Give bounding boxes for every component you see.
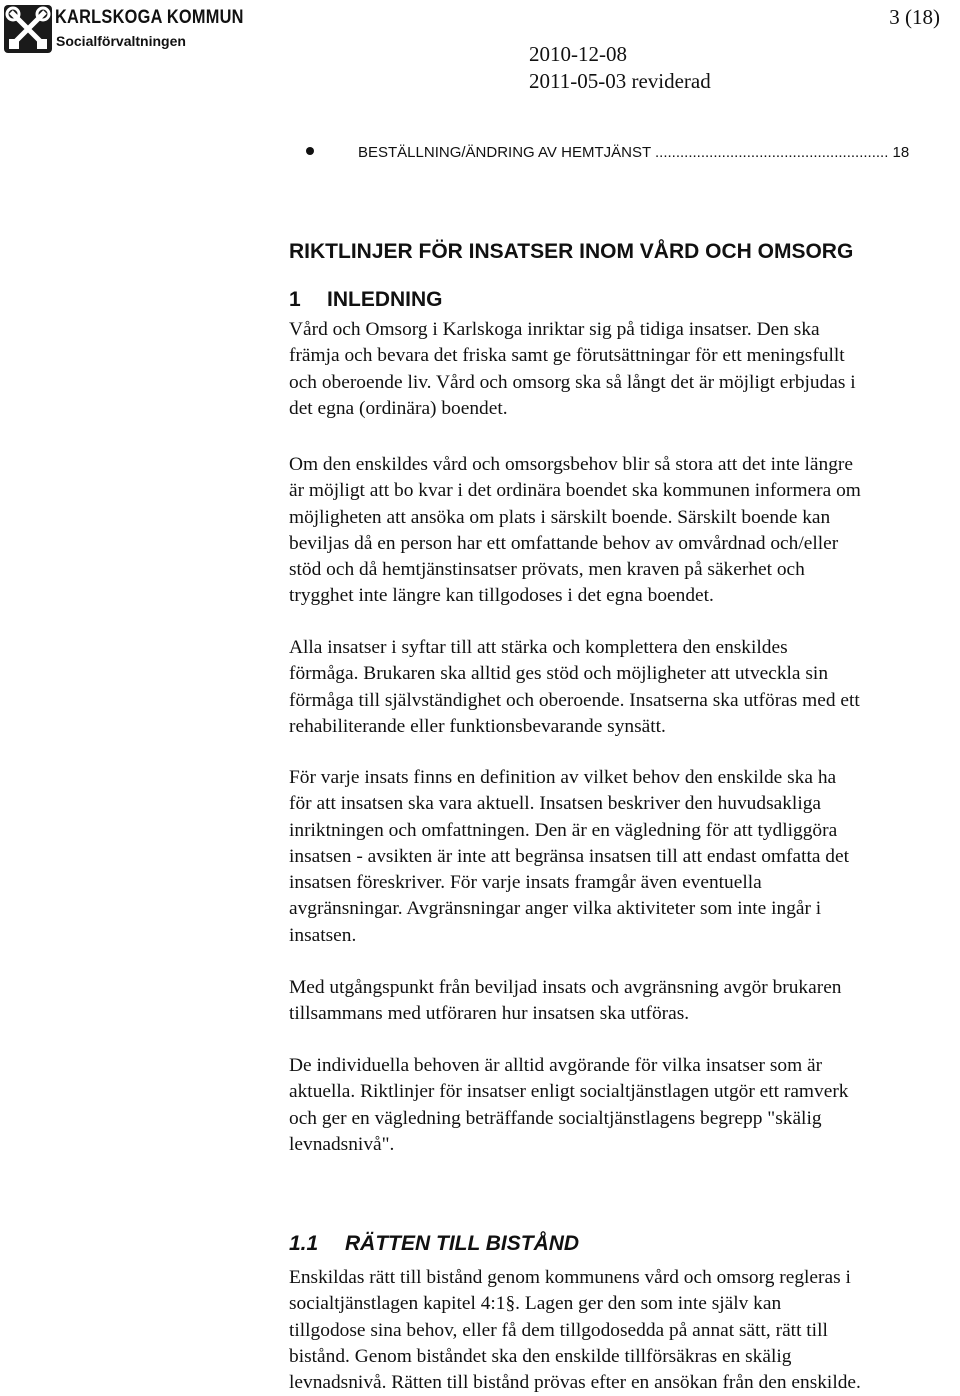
text-line: socialtjänstlagen kapitel 4:1§. Lagen ger den som inte själv kan <box>289 1293 782 1315</box>
section-heading-ratten-till-bistand <box>289 1232 579 1256</box>
text-line: rehabiliterande eller funktionsbevarande synsätt. <box>289 715 666 737</box>
text-line: Alla insatser i syftar till att stärka och komplettera den enskildes <box>289 637 788 658</box>
text-line: levnadsnivå". <box>289 1133 395 1155</box>
text-line: Om den enskildes vård och omsorgsbehov blir så stora att det inte längre <box>289 454 853 475</box>
text-line: beviljas då en person har ett omfattande behov av omvårdnad och/eller <box>289 532 839 554</box>
section-title: RÄTTEN TILL BISTÅND <box>345 1232 580 1255</box>
document-title: RIKTLINJER FÖR INSATSER INOM VÅRD OCH OMSORG <box>289 240 854 263</box>
text-line: är möjligt att bo kvar i det ordinära boendet ska kommunen informera om <box>289 480 861 502</box>
text-line: och oberoende liv. Vård och omsorg ska så långt det är möjligt erbjudas i <box>289 371 856 393</box>
paragraph-4 <box>289 765 960 949</box>
paragraph-2 <box>289 452 960 610</box>
paragraph-6 <box>289 1053 960 1158</box>
text-line: För varje insats finns en definition av vilket behov den enskilde ska ha <box>289 767 837 788</box>
text-line: trygghet inte längre kan tillgodoses i det egna boendet. <box>289 585 714 607</box>
text-line: stöd och då hemtjänstinsatser prövats, men kraven på säkerhet och <box>289 559 805 581</box>
text-line: Enskildas rätt till bistånd genom kommunens vård och omsorg regleras i <box>289 1267 851 1288</box>
bullet-icon <box>306 147 314 155</box>
text-line: De individuella behoven är alltid avgörande för vilka insatser som är <box>289 1055 823 1076</box>
section-number: 1.1 <box>289 1232 319 1255</box>
text-line: levnadsnivå. Rätten till bistånd prövas efter en ansökan från den enskilde. <box>289 1372 861 1394</box>
text-line: förmåga. Brukaren ska alltid ges stöd och möjligheter att utveckla sin <box>289 663 829 685</box>
text-line: och ger en vägledning beträffande socialtjänstlagens begrepp "skälig <box>289 1107 822 1129</box>
text-line: möjligheten att ansöka om plats i särskilt boende. Särskilt boende kan <box>289 506 831 528</box>
paragraph-7 <box>289 1265 960 1396</box>
text-line: Vård och Omsorg i Karlskoga inriktar sig på tidiga insatser. Den ska <box>289 319 820 340</box>
text-line: för att insatsen ska vara aktuell. Insatsen beskriver den huvudsakliga <box>289 793 822 815</box>
paragraph-3 <box>289 635 960 740</box>
org-name: KARLSKOGA KOMMUN <box>55 7 244 28</box>
page-number: 3 (18) <box>889 5 940 29</box>
text-line: främja och bevara det friska samt ge förutsättningar för ett meningsfullt <box>289 345 845 367</box>
section-number: 1 <box>289 288 301 311</box>
document-date: 2010-12-08 <box>529 42 627 66</box>
text-line: bistånd. Genom biståndet ska den enskilde tillförsäkras en skälig <box>289 1345 792 1367</box>
text-line: tillgodose sina behov, eller få dem tillgodosedda på annat sätt, rätt till <box>289 1319 828 1341</box>
text-line: förmåga till självständighet och oberoende. Insatserna ska utföras med ett <box>289 689 860 711</box>
section-heading-inledning <box>289 288 443 312</box>
text-line: insatsen. <box>289 924 357 946</box>
document-dates <box>529 41 711 95</box>
municipality-logo <box>3 2 243 56</box>
coat-of-arms-icon <box>3 4 53 54</box>
text-line: avgränsningar. Avgränsningar anger vilka aktiviteter som inte ingår i <box>289 898 822 920</box>
paragraph-1 <box>289 317 960 422</box>
text-line: det egna (ordinära) boendet. <box>289 397 508 419</box>
paragraph-5 <box>289 975 960 1028</box>
text-line: aktuella. Riktlinjer för insatser enligt socialtjänstlagen utgör ett ramverk <box>289 1081 849 1103</box>
revision-date: 2011-05-03 reviderad <box>529 69 711 93</box>
text-line: Med utgångspunkt från beviljad insats och avgränsning avgör brukaren <box>289 977 842 998</box>
text-line: insatsen - avsikten är inte att begränsa insatsen till att endast omfatta det <box>289 845 849 867</box>
section-title: INLEDNING <box>327 288 443 311</box>
text-line: inriktningen och omfattningen. Den är en vägledning för att tydliggöra <box>289 819 838 841</box>
text-line: insatsen föreskriver. För varje insats framgår även eventuella <box>289 872 762 894</box>
text-line: tillsammans med utföraren hur insatsen ska utföras. <box>289 1003 690 1025</box>
toc-entry-text[interactable]: BESTÄLLNING/ÄNDRING AV HEMTJÄNST ........................................................ 18 <box>358 144 910 161</box>
department-name: Socialförvaltningen <box>56 33 186 49</box>
